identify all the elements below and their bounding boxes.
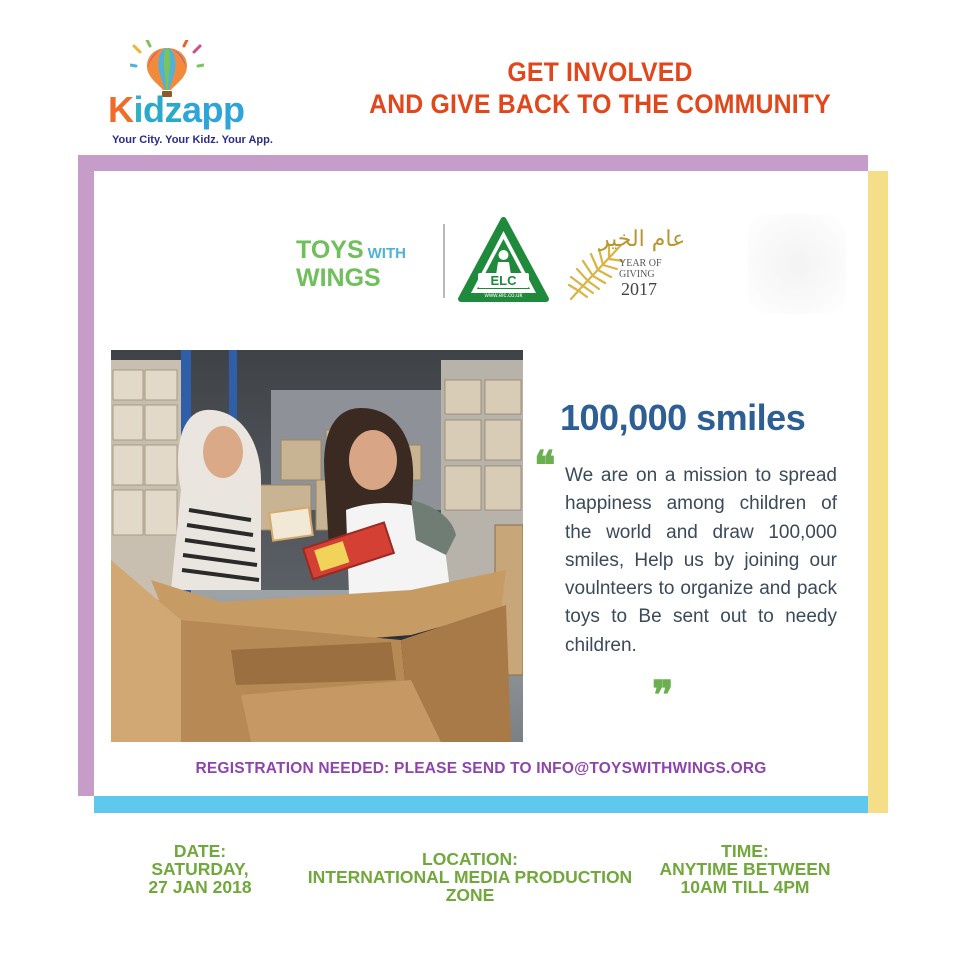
blurred-sponsor-logo bbox=[748, 214, 846, 314]
elc-figure-head bbox=[499, 250, 509, 260]
wordmark-dz: dz bbox=[143, 89, 183, 130]
elc-logo[interactable] bbox=[456, 217, 551, 307]
elc-url: www.elc.co.uk bbox=[484, 293, 523, 299]
warehouse-photo-illustration bbox=[111, 350, 523, 742]
kidzapp-wordmark bbox=[108, 89, 245, 130]
campaign-title: 100,000 smiles bbox=[560, 397, 806, 438]
volunteers-photo bbox=[111, 350, 523, 742]
location-label: LOCATION: bbox=[422, 849, 518, 869]
headline-line-1: GET INVOLVED bbox=[507, 57, 693, 87]
headline-line-2: AND GIVE BACK TO THE COMMUNITY bbox=[369, 89, 831, 119]
event-time bbox=[650, 842, 840, 896]
wordmark-i: i bbox=[133, 89, 144, 130]
twl-line-1 bbox=[296, 236, 406, 265]
date-line-1: SATURDAY, bbox=[151, 859, 249, 879]
time-line-2: 10AM TILL 4PM bbox=[680, 877, 810, 897]
year-of-giving-year: 2017 bbox=[621, 279, 657, 299]
mission-statement: We are on a mission to spread happiness among children of the world and draw 100,000 smiles, Help us by joining our voulnteers to organize and pack toys to Be sent out to needy children. bbox=[565, 465, 837, 656]
wordmark-k: K bbox=[108, 89, 134, 130]
headline bbox=[361, 56, 839, 120]
twl-toys: TOYS bbox=[296, 236, 364, 264]
location-value: INTERNATIONAL MEDIA PRODUCTION ZONE bbox=[307, 867, 633, 905]
time-label: TIME: bbox=[721, 841, 769, 861]
close-quote-icon: ❞ bbox=[652, 672, 674, 719]
twl-with: WITH bbox=[367, 245, 406, 262]
year-of-giving-arabic: عام الخير bbox=[599, 227, 686, 252]
event-date bbox=[130, 842, 270, 896]
date-line-2: 27 JAN 2018 bbox=[148, 877, 252, 897]
event-location bbox=[300, 850, 640, 904]
twl-wings: WINGS bbox=[296, 264, 381, 292]
open-quote-icon: ❝ bbox=[534, 442, 556, 489]
frame-blue-border bbox=[94, 796, 868, 813]
wordmark-app: app bbox=[182, 89, 245, 130]
frame-yellow-border bbox=[868, 171, 888, 813]
toys-with-wings-logo[interactable] bbox=[296, 236, 428, 296]
kidzapp-logo[interactable] bbox=[108, 38, 288, 146]
year-of-giving-text: YEAR OF GIVING bbox=[619, 258, 662, 280]
partner-divider bbox=[443, 224, 445, 298]
elc-label: ELC bbox=[490, 273, 517, 288]
kidzapp-tagline: Your City. Your Kidz. Your App. bbox=[112, 134, 273, 146]
time-line-1: ANYTIME BETWEEN bbox=[659, 859, 831, 879]
registration-notice[interactable]: REGISTRATION NEEDED: PLEASE SEND TO INFO@TOYSWITHWINGS.ORG bbox=[195, 760, 767, 777]
year-of-giving-logo[interactable] bbox=[565, 223, 686, 305]
date-label: DATE: bbox=[173, 841, 227, 861]
